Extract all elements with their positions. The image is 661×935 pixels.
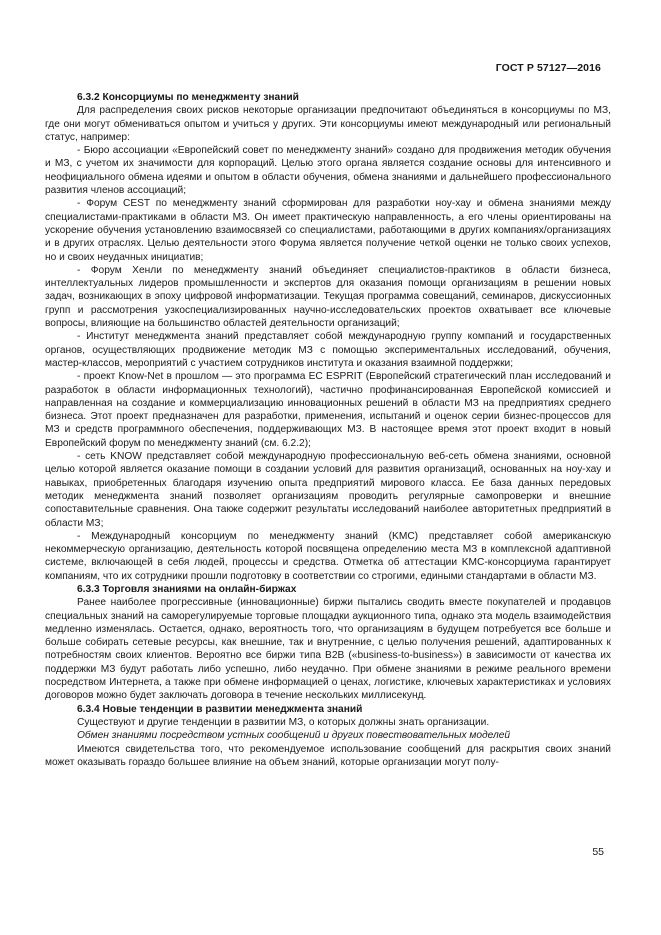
- page-number: 55: [592, 846, 604, 858]
- section-heading-6-3-4: 6.3.4 Новые тенденции в развитии менеджмента знаний: [77, 703, 363, 715]
- paragraph: Для распределения своих рисков некоторые организации предпочитают объединяться в консорциумы по МЗ, где они могут обмениваться опытом и учиться у других. Эти консорциумы имеют международный или региональный статус, например:: [45, 105, 611, 143]
- document-code-header: ГОСТ Р 57127—2016: [495, 62, 601, 74]
- list-item-paragraph: - проект Know-Net в прошлом — это программа ЕС ESPRIT (Европейский стратегический план исследований и разработок в области информационных технологий), частично профинансированная Европейской комиссией и направленная на создание и коммерциализацию инновационных решений в области МЗ на предприятиях среднего бизнеса. Этот проект предназначен для разработки, применения, испытаний и оценок серии бизнес-процессов для МЗ и средств программного обеспечения, поддерживающих МЗ. В настоящее время этот проект входит в новый Европейский форум по менеджменту знаний (см. 6.2.2);: [45, 371, 611, 449]
- paragraph: Существуют и другие тенденции в развитии МЗ, о которых должны знать организации.: [77, 716, 490, 728]
- section-heading-6-3-2: 6.3.2 Консорциумы по менеджменту знаний: [77, 92, 299, 103]
- list-item-paragraph: - Институт менеджмента знаний представляет собой международную группу компаний и государственных органов, осуществляющих продвижение методик МЗ с помощью экспериментальных исследований, обучения, мастер-классов, мероприятий с участием сотрудников института и оказания взаимной поддержки;: [45, 331, 611, 369]
- list-item-paragraph: - сеть KNOW представляет собой международную профессиональную веб-сеть обмена знаниями, основной целью которой является оказание помощи в создании условий для развития организаций, основанных на ноу-хау и навыках, приобретенных благодаря изучению опыта предприятий мирового класса. Ее база данных передовых методик менеджмента знаний позволяет организациям проводить регулярные самопроверки и внешние сопоставительные сравнения. Она также содержит результаты исследований наиболее авторитетных предприятий в области МЗ;: [45, 451, 611, 529]
- list-item-paragraph: - Форум CEST по менеджменту знаний сформирован для разработки ноу-хау и обмена знаниями между специалистами-практиками в области МЗ. Он имеет практическую направленность, а его члены ориентированы на ускорение обучения установлению взаимосвязей со специалистами, работающими в других компаниях/организациях и в других отраслях. Целью деятельности этого Форума является получение четкой оценки не только своих успехов, но и своих неудачных инициатив;: [45, 198, 611, 263]
- paragraph: Имеются свидетельства того, что рекомендуемое использование сообщений для раскрытия своих знаний может оказывать гораздо большее влияние на объем знаний, которые организации могут полу-: [45, 743, 611, 768]
- paragraph: Ранее наиболее прогрессивные (инновационные) биржи пытались сводить вместе покупателей и продавцов специальных знаний на саморегулируемые торговые площадки аукционного типа, однако эта модель взаимодействия медленно изменялась. Остается, однако, вероятность того, что организациям в будущем потребуется все больше и больше собирать сетевые ресурсы, как внешние, так и внутренние, с целью получения решений, адаптированных к потребностям своих клиентов. Вероятно все биржи типа B2B («business-to-business») в зависимости от качества их поддержки МЗ будут работать либо успешно, либо неудачно. При обмене знаниями в режиме реального времени посредством Интернета, а также при обмене информацией о ценах, логистике, ключевых характеристиках и условиях договоров можно будет заключать договора в течение нескольких миллисекунд.: [45, 597, 611, 702]
- list-item-paragraph: - Бюро ассоциации «Европейский совет по менеджменту знаний» создано для продвижения методик обучения и МЗ, с учетом их значимости для корпораций. Целью этого органа является создание основы для интенсивного и неофициального обмена идеями и опытом в области обучения, обмена знаниями и дальнейшего профессионального развития членов ассоциаций;: [45, 145, 611, 197]
- list-item-paragraph: - Форум Хенли по менеджменту знаний объединяет специалистов-практиков в области бизнеса, интеллектуальных лидеров промышленности и экспертов для оказания помощи организациям в решении новых задач, возникающих в эпоху цифровой информатизации. Текущая программа совещаний, семинаров, дискуссионных групп и рассмотрения узкоспециализированных научно-исследовательских проектов охватывает все ключевые вопросы, влияющие на большинство областей деятельности организаций;: [45, 264, 611, 330]
- list-item-paragraph: - Международный консорциум по менеджменту знаний (KMC) представляет собой американскую некоммерческую организацию, деятельность которой посвящена определению места МЗ в комплексной адаптивной системе, включающей в себя людей, процессы и средства. Отметка об аттестации KMC-консорциума гарантирует компаниям, что их сотрудники прошли подготовку в соответствии со строгими, едиными стандартами в области МЗ.: [45, 530, 611, 582]
- document-body: [45, 91, 611, 769]
- italic-subheading: Обмен знаниями посредством устных сообщений и других повествовательных моделей: [77, 730, 511, 742]
- section-heading-6-3-3: 6.3.3 Торговля знаниями на онлайн-биржах: [77, 583, 297, 595]
